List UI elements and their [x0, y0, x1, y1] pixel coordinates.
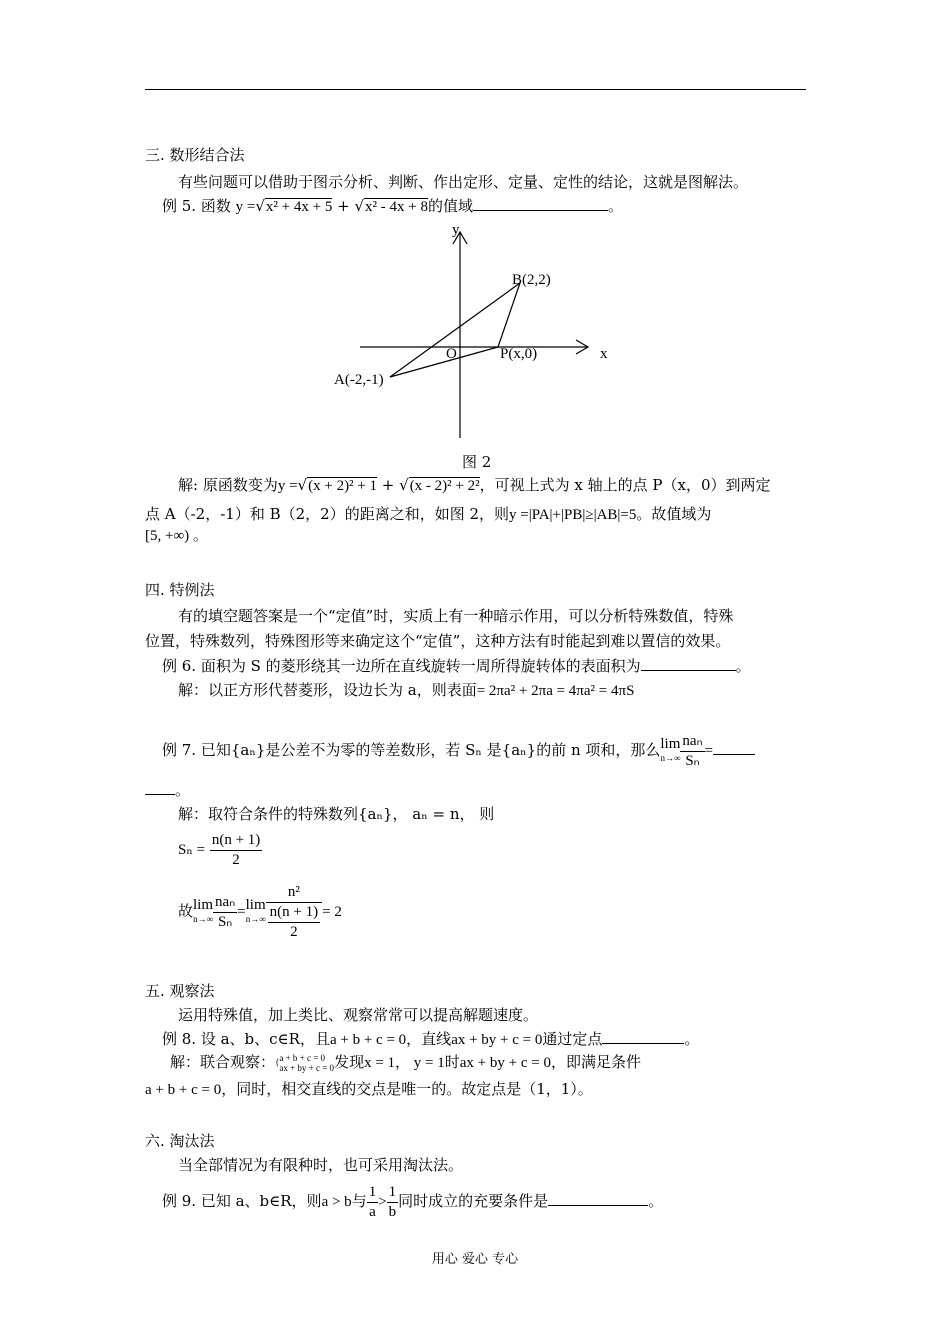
section-4-p1: 有的填空题答案是一个“定值”时，实质上有一种暗示作用，可以分析特殊数值，特殊 [178, 607, 734, 625]
answer-blank-cont [145, 780, 175, 795]
figure-caption: 图 2 [462, 453, 492, 471]
solution-5-range: [5, +∞) 。 [145, 528, 208, 544]
y-label: y [452, 222, 460, 238]
example-7: 例 7. 已知{aₙ}是公差不为零的等差数形，若 Sₙ 是{aₙ}的前 n 项和，那么lim n→∞ $\frac{\text{naₙ}}{\text{Sₙ}}$ = [162, 728, 755, 773]
example-9: 例 9. 已知 a、b∈R，则a > b与 $\frac{1}{a}$ > $\frac{1}{b}$ 同时成立的充要条件是 。 [162, 1183, 664, 1220]
segment-pb [498, 283, 520, 347]
header-rule [145, 89, 806, 90]
answer-blank [713, 740, 755, 755]
example-5: 例 5. 函数 y =√x² + 4x + 5 + √x² - 4x + 8的值域 。 [162, 197, 623, 215]
example-6: 例 6. 面积为 S 的菱形绕其一边所在直线旋转一周所得旋转体的表面积为 。 [162, 657, 751, 675]
limit-formula: 故lim n→∞ $\frac{\text{naₙ}}{\text{Sₙ}}$ =lim n→∞ $\frac{\text{n²}}{\frac{n(n + 1)}{2}}$ = 2 [178, 883, 342, 940]
example-7-cont: 。 [145, 780, 190, 800]
section-5-intro: 运用特殊值，加上类比、观察常常可以提高解题速度。 [178, 1006, 539, 1024]
section-6-title: 六. 淘汰法 [145, 1132, 215, 1150]
answer-blank [641, 656, 736, 671]
section-3-title: 三. 数形结合法 [145, 146, 245, 164]
segment-ap [390, 347, 498, 377]
solution-8-line-2: a + b + c = 0，同时，相交直线的交点是唯一的。故定点是（1，1）。 [145, 1080, 593, 1098]
answer-blank [473, 196, 608, 211]
figure-2 [330, 220, 620, 472]
section-3-intro: 有些问题可以借助于图示分析、判断、作出定形、定量、定性的结论，这就是图解法。 [178, 173, 749, 191]
page-footer: 用心 爱心 专心 [431, 1252, 519, 1267]
example-8: 例 8. 设 a、b、c∈R，且a + b + c = 0，直线ax + by + c = 0通过定点 。 [162, 1030, 700, 1048]
section-5-title: 五. 观察法 [145, 982, 215, 1000]
sn-formula: Sₙ = $\frac{n(n + 1)}{2}$ [178, 831, 261, 868]
origin-label: O [446, 346, 457, 362]
section-4-p2: 位置，特殊数列，特殊图形等来确定这个“定值”，这种方法有时能起到难以置信的效果。 [145, 632, 731, 650]
point-b-label: B(2,2) [512, 272, 551, 288]
section-6-intro: 当全部情况为有限种时，也可采用淘汰法。 [178, 1156, 464, 1174]
answer-blank [548, 1191, 648, 1206]
section-4-title: 四. 特例法 [145, 581, 215, 599]
solution-6: 解：以正方形代替菱形，设边长为 a，则表面= 2πa² + 2πa = 4πa² = 4πS [178, 681, 635, 699]
solution-5-line-1: 解: 原函数变为y =√(x + 2)² + 1 + √(x - 2)² + 2²，可视上式为 x 轴上的点 P（x，0）到两定 [178, 476, 771, 494]
x-label: x [600, 346, 608, 362]
solution-8-line-1: 解：联合观察：{ a + b + c = 0 ax + by + c = 0 发现x = 1， y = 1时ax + by + c = 0，即满足条件 [170, 1053, 641, 1073]
solution-5-line-2: 点 A（-2，-1）和 B（2，2）的距离之和，如图 2，则y =|PA|+|PB|≥|AB|=5。故值域为 [145, 505, 712, 523]
point-a-label: A(-2,-1) [334, 372, 384, 388]
solution-7: 解：取符合条件的特殊数列{aₙ}， aₙ = n， 则 [178, 805, 495, 823]
segment-ab [390, 283, 520, 377]
answer-blank [602, 1029, 684, 1044]
point-p-label: P(x,0) [500, 346, 538, 362]
